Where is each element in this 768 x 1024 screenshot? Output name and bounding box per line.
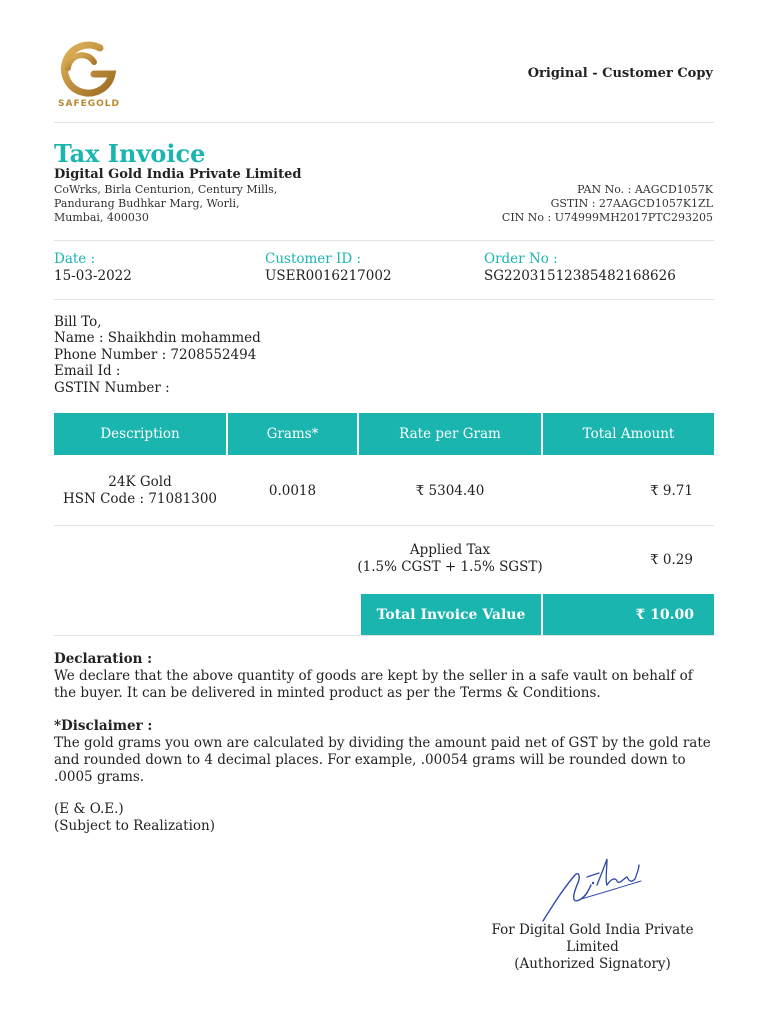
item-grams: 0.0018 — [268, 483, 317, 499]
total-invoice-label: Total Invoice Value — [361, 594, 541, 635]
item-rate: ₹ 5304.40 — [415, 483, 485, 499]
signatory-line: For Digital Gold India Private — [491, 922, 694, 938]
item-amount: ₹ 9.71 — [650, 483, 693, 499]
disclaimer-text: The gold grams you own are calculated by dividing the amount paid net of GST by the gold rate and rounded down to 4 decimal places. For example, .00054 grams will be rounded down to .0005 grams. — [54, 735, 711, 785]
table-row-divider — [54, 525, 714, 526]
bill-to-email: Email Id : — [54, 363, 121, 379]
company-pan: PAN No. : AAGCD1057K — [577, 183, 713, 196]
table-header-total: Total Amount — [543, 413, 714, 455]
table-header-rate: Rate per Gram — [359, 413, 541, 455]
declaration-text: We declare that the above quantity of goods are kept by the seller in a safe vault on behalf of the buyer. It can be delivered in minted product as per the Terms & Conditions. — [54, 668, 693, 701]
item-hsn-code: HSN Code : 71081300 — [62, 491, 218, 507]
customer-id-value: USER0016217002 — [265, 268, 392, 284]
company-cin: CIN No : U74999MH2017PTC293205 — [501, 211, 713, 224]
company-gstin: GSTIN : 27AAGCD1057K1ZL — [550, 197, 713, 210]
eoe-note: (E & O.E.) — [54, 801, 124, 817]
applied-tax-amount: ₹ 0.29 — [650, 552, 693, 568]
divider — [54, 299, 714, 300]
invoice-title: Tax Invoice — [54, 139, 206, 168]
table-header-grams: Grams* — [228, 413, 357, 455]
company-address-line: Pandurang Budhkar Marg, Worli, — [54, 197, 240, 210]
bill-to-heading: Bill To, — [54, 314, 102, 330]
logo-wordmark: SAFEGOLD — [58, 99, 120, 109]
divider — [54, 240, 714, 241]
signatory-title: (Authorized Signatory) — [514, 956, 671, 972]
bill-to-phone: Phone Number : 7208552494 — [54, 347, 257, 363]
company-name: Digital Gold India Private Limited — [54, 167, 302, 182]
copy-label: Original - Customer Copy — [527, 66, 713, 81]
bill-to-gstin: GSTIN Number : — [54, 380, 170, 396]
applied-tax-label: Applied Tax — [409, 542, 491, 558]
date-value: 15-03-2022 — [54, 268, 132, 284]
table-header-description: Description — [54, 413, 226, 455]
disclaimer-heading: *Disclaimer : — [54, 718, 153, 734]
total-invoice-amount: ₹ 10.00 — [543, 594, 714, 635]
order-no-value: SG22031512385482168626 — [484, 268, 676, 284]
divider — [54, 122, 714, 123]
date-label: Date : — [54, 251, 96, 267]
customer-id-label: Customer ID : — [265, 251, 362, 267]
applied-tax-breakdown: (1.5% CGST + 1.5% SGST) — [357, 559, 543, 575]
signatory-line: Limited — [566, 939, 619, 955]
item-description: 24K Gold — [108, 474, 172, 490]
bill-to-name: Name : Shaikhdin mohammed — [54, 330, 261, 346]
order-no-label: Order No : — [484, 251, 558, 267]
declaration-heading: Declaration : — [54, 651, 153, 667]
signatory-block — [485, 922, 700, 973]
company-address-line: Mumbai, 400030 — [54, 211, 149, 224]
signature-icon — [535, 855, 645, 927]
realization-note: (Subject to Realization) — [54, 818, 215, 834]
company-address-line: CoWrks, Birla Centurion, Century Mills, — [54, 183, 278, 196]
table-bottom-divider — [54, 635, 714, 636]
